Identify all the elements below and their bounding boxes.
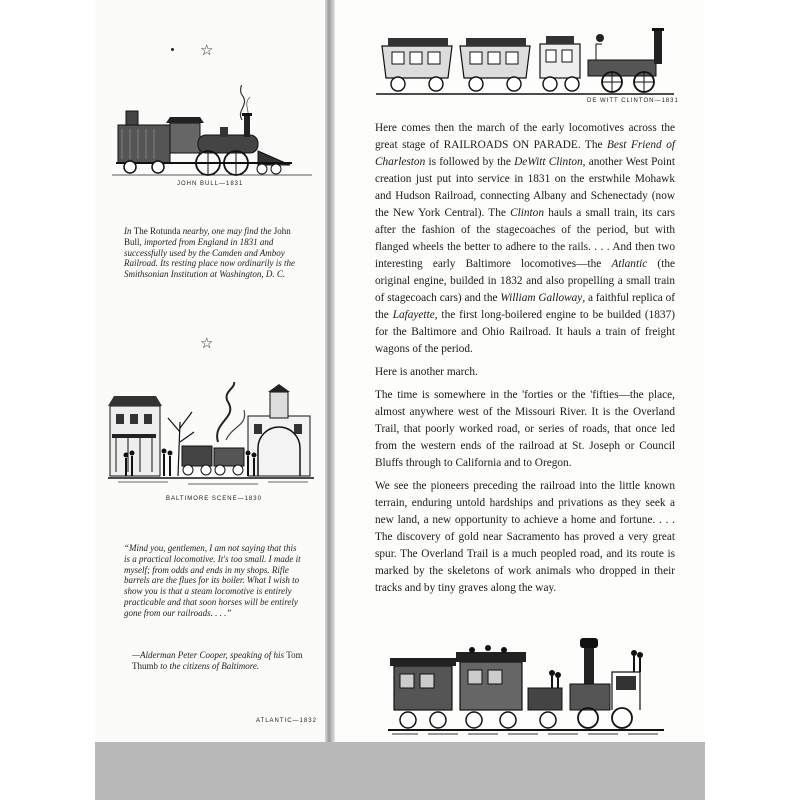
peter-cooper-quote: “Mind you, gentlemen, I am not saying that this is a practical locomotive. It's too small. I made it myself; from odds and ends in my shops. Rifle barrels are the flues for its boiler. What I wish to show you is that a steam locomotive is entirely practicable and that soon horses will be entirely gone from our railroads. . . .”: [124, 543, 301, 618]
john-bull-caption: JOHN BULL—1831: [177, 181, 244, 187]
star-icon: ☆: [200, 41, 214, 59]
baltimore-caption: BALTIMORE SCENE—1830: [166, 496, 262, 502]
text-run: , the first long-boilered engine to be builded (1837) for the Baltimore and Ohio Railroad. It hauls a train of freight wagons of the period.: [375, 309, 675, 355]
note-text: , imported from England in 1831 and successfully used by the Camden and Amboy Railroad. Its resting place now ordinarily is the Smithsonian Institution at Washington, D. C.: [124, 236, 295, 280]
bottom-shadow-band: [95, 742, 705, 800]
note-text: nearby, one may find the: [180, 226, 274, 236]
text-run: (the original engine, builded in 1832 and also propelling a small train of stagecoach cars) and the: [375, 258, 675, 304]
article-body: [375, 120, 675, 603]
attribution-text: —Alderman Peter Cooper, speaking of his: [132, 650, 287, 660]
paragraph-overland-trail: The time is somewhere in the 'forties or the 'fifties—the place, almost anywhere west of the Missouri River. It is the Overland Trail, that poorly worked road, or series of roads, that once led from the western ends of the railroad at St. Joseph or Council Bluffs through to California and to Oregon.: [375, 389, 675, 469]
ornament-dot: [171, 48, 174, 51]
dewitt-clinton-train-illustration: [376, 22, 674, 96]
italic-name-run: Clinton: [510, 207, 544, 219]
paragraph-early-locomotives: [375, 120, 675, 358]
text-run: hauls a small train, its cars after the fashion of the stagecoaches of the period, but with flanged wheels the better to adhere to the rails. . . . And then two interesting early Baltimore locomotives—the: [375, 207, 675, 270]
text-run: , another West Point creation just put into service in 1831 on the erstwhile Mohawk and Hudson Railroad, connecting Albany and Schenectady (now the New York Central). The: [375, 156, 675, 219]
italic-name-run: DeWitt Clinton: [514, 156, 583, 168]
italic-name-run: William Galloway: [500, 292, 583, 304]
paragraph-pioneers: We see the pioneers preceding the railroad into the little known terrain, enduring untold hardships and privations as they seek a new land, a new opportunity to achieve a home and fortune. . . . The discovery of gold near Sacramento has proved a very great spur. The Overland Trail is a much peopled road, and its route is marked by the skeletons of work animals who dropped in their tracks and by tiny graves along the way.: [375, 480, 675, 594]
john-bull-note: [124, 226, 302, 280]
dewitt-clinton-caption: DE WITT CLINTON—1831: [587, 98, 679, 104]
paragraph-another-march: Here is another march.: [375, 366, 478, 378]
text-run: Here comes then the march of the early locomotives across the great stage of RAILROADS ON PARADE. The: [375, 122, 675, 151]
quote-attribution: [132, 650, 304, 672]
baltimore-scene-illustration: [108, 382, 314, 490]
text-run: is followed by the: [425, 156, 515, 168]
atlantic-train-illustration: [388, 636, 664, 740]
italic-name-run: Atlantic: [611, 258, 648, 270]
note-text: In: [124, 226, 134, 236]
text-run: , a faithful replica of the: [375, 292, 676, 321]
page-fold: [325, 0, 335, 742]
attribution-text: Tom Thumb: [132, 650, 303, 671]
note-text: The Rotunda: [133, 226, 181, 236]
attribution-text: to the citizens of Baltimore.: [158, 660, 260, 671]
italic-name-run: Lafayette: [392, 309, 435, 321]
john-bull-locomotive-illustration: [112, 85, 312, 177]
note-text: John Bull: [124, 226, 291, 247]
star-icon: ☆: [200, 334, 214, 352]
atlantic-caption: ATLANTIC—1832: [256, 718, 317, 724]
italic-name-run: Best Friend of Charleston: [375, 139, 675, 168]
